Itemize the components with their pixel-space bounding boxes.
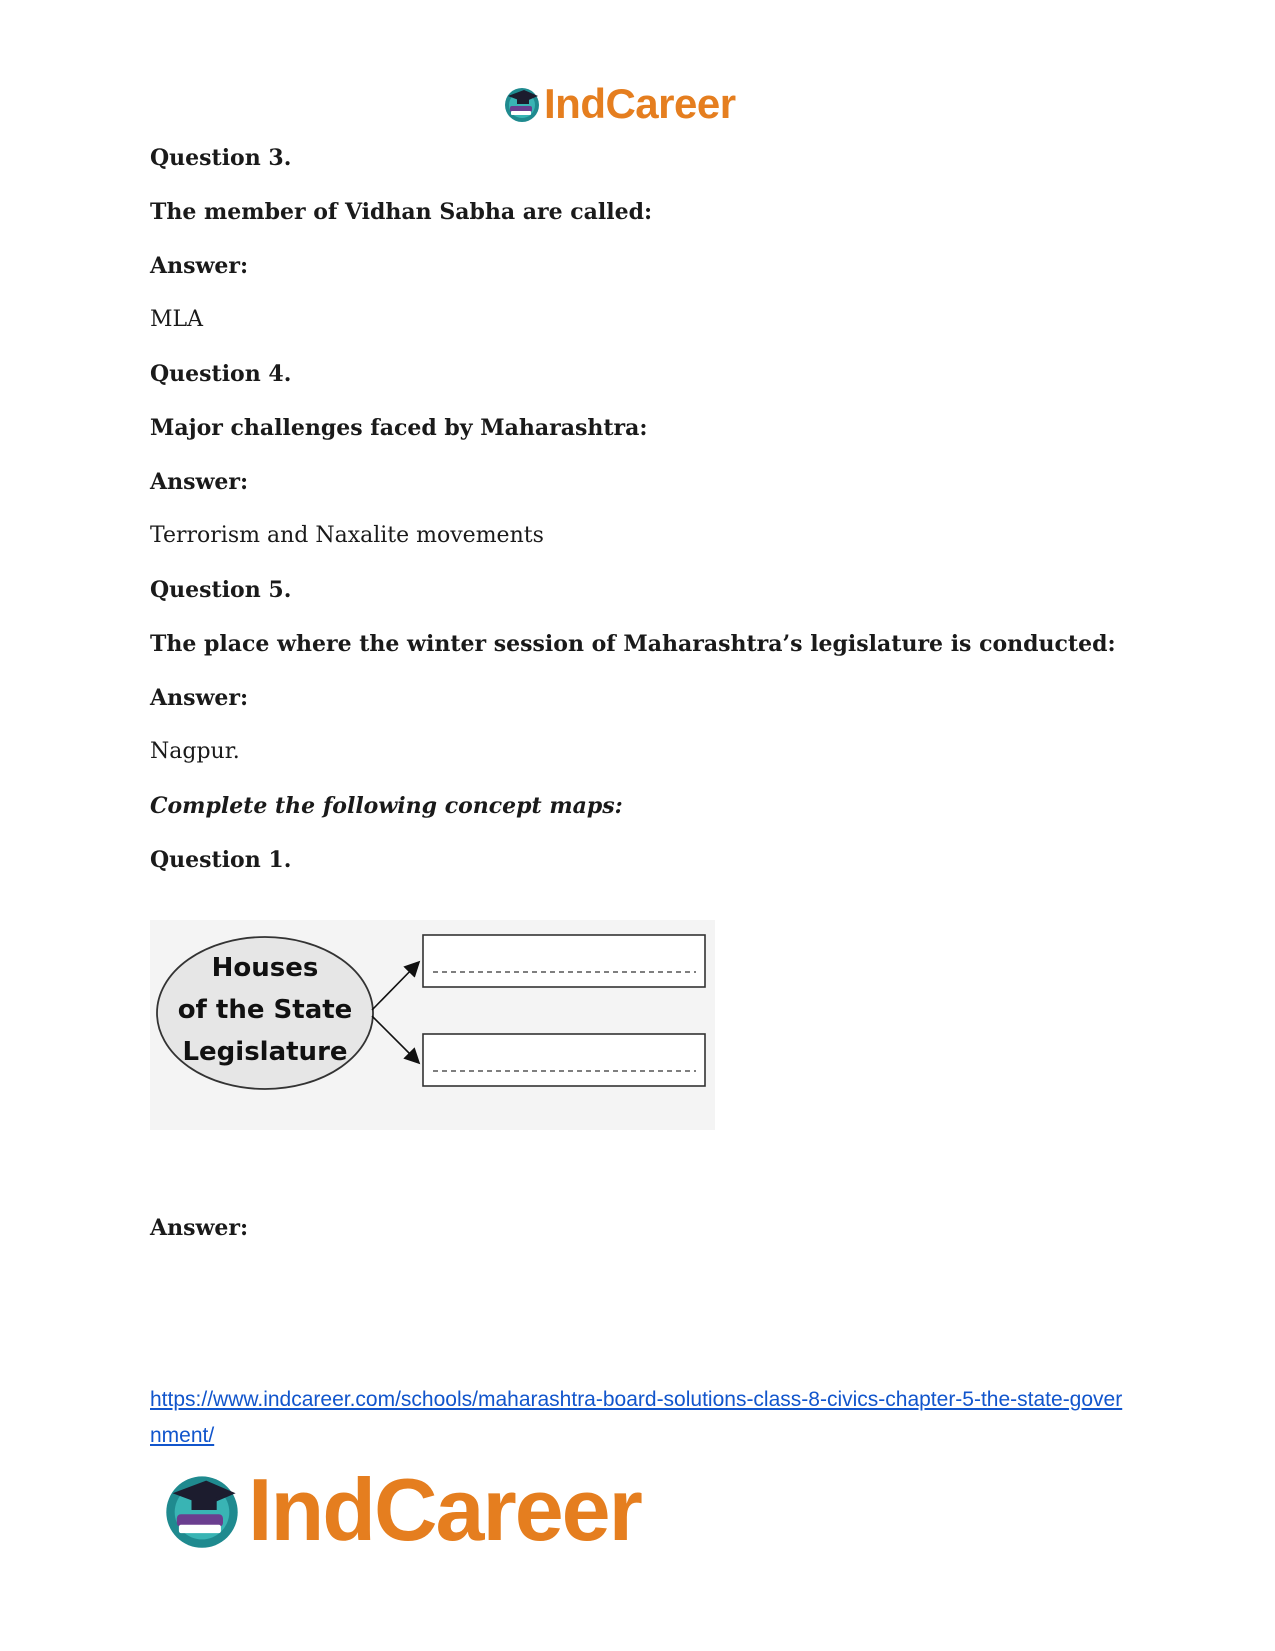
header-logo: [502, 80, 736, 128]
arrow-to-top-box: [372, 963, 418, 1010]
concept-map-question-1-answer-label: Answer:: [150, 1215, 249, 1241]
footer-logo: [160, 1460, 641, 1559]
question-3-text: The member of Vidhan Sabha are called:: [150, 199, 653, 225]
question-4-heading: Question 4.: [150, 361, 292, 387]
header-logo-text: IndCareer: [544, 80, 736, 127]
center-node-line-3: Legislature: [182, 1037, 348, 1067]
blank-box-bottom: [423, 1034, 705, 1086]
question-4-answer-label: Answer:: [150, 469, 249, 495]
section-title: Complete the following concept maps:: [150, 793, 623, 819]
question-5-heading: Question 5.: [150, 577, 292, 603]
footer-logo-text: IndCareer: [248, 1460, 641, 1559]
question-3-heading: Question 3.: [150, 145, 292, 171]
question-4-answer: Terrorism and Naxalite movements: [150, 523, 544, 548]
concept-map-question-1-heading: Question 1.: [150, 847, 292, 873]
question-3-answer: MLA: [150, 307, 204, 332]
question-5-text: The place where the winter session of Maharashtra’s legislature is conducted:: [150, 631, 1116, 657]
question-3-answer-label: Answer:: [150, 253, 249, 279]
question-5-answer: Nagpur.: [150, 739, 240, 764]
concept-map-diagram: [150, 920, 715, 1130]
center-node-line-2: of the State: [177, 995, 353, 1025]
question-5-answer-label: Answer:: [150, 685, 249, 711]
question-4-text: Major challenges faced by Maharashtra:: [150, 415, 648, 441]
center-node-line-1: Houses: [211, 953, 319, 983]
blank-box-top: [423, 935, 705, 987]
arrow-to-bottom-box: [372, 1016, 418, 1062]
graduation-cap-globe-icon: [160, 1468, 244, 1552]
graduation-cap-globe-icon: [502, 84, 542, 124]
source-link[interactable]: https://www.indcareer.com/schools/maharashtra-board-solutions-class-8-civics-chapter-5-the-state-government/: [150, 1388, 1123, 1447]
